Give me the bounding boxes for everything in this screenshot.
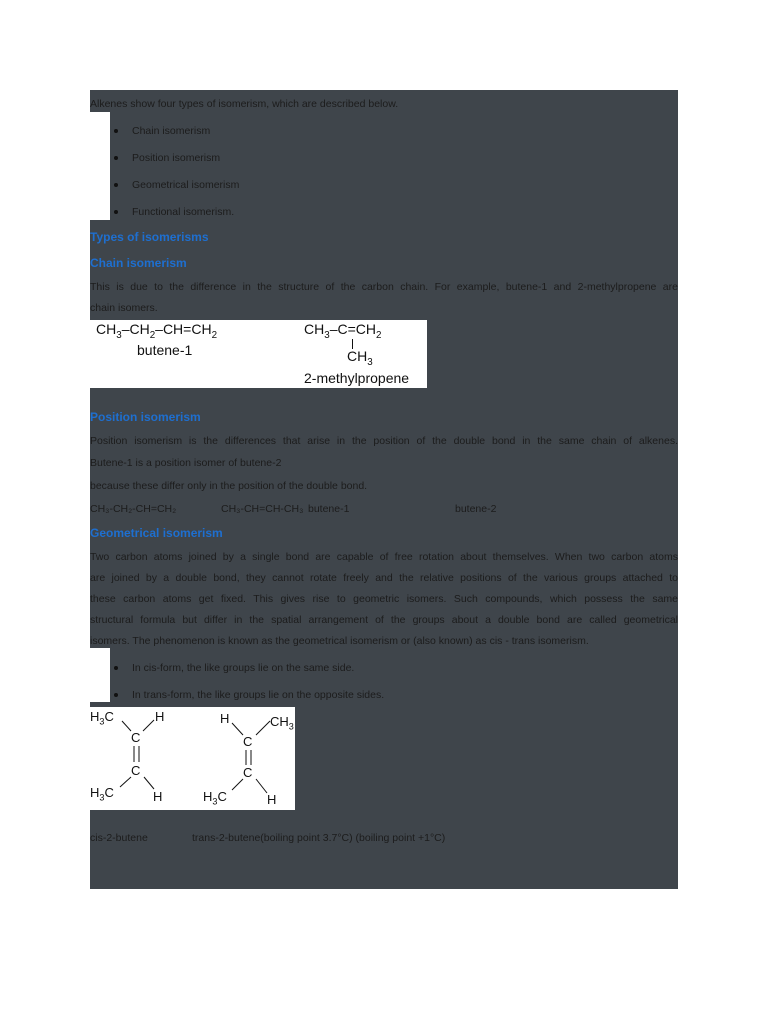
geometrical-paragraph-line: these carbon atoms get fixed. This gives rise to geometric isomers. Such compounds, which possess the same xyxy=(90,593,678,605)
heading-types: Types of isomerisms xyxy=(90,230,209,244)
butene-1-label: butene-1 xyxy=(137,342,193,358)
methylpropene-formula: $CH_3-C=CH_2$ xyxy=(304,321,382,341)
list-item: Chain isomerism xyxy=(132,125,211,137)
heading-position: Position isomerism xyxy=(90,410,201,424)
trans-label: trans-2-butene(boiling point 3.7°C) (boiling point +1°C) xyxy=(192,832,446,844)
trans-bottom-right: H xyxy=(267,792,277,807)
geometrical-paragraph-line: Two carbon atoms joined by a single bond are capable of free rotation about themselves. When two carbon atoms xyxy=(90,551,678,563)
list-item: In trans-form, the like groups lie on the opposite sides. xyxy=(132,689,385,701)
butene-1-name: butene-1 xyxy=(308,503,350,515)
geometrical-paragraph-line: are joined by a double bond, they cannot rotate freely and the relative positions of the various groups attached to xyxy=(90,572,678,584)
position-paragraph-line: Butene-1 is a position isomer of butene-2 xyxy=(90,457,282,469)
methylpropene-label: 2-methylpropene xyxy=(304,370,410,386)
cis-top-left: $H_3C$ xyxy=(90,709,114,727)
butene-2-condensed: CH₃-CH=CH-CH₃ xyxy=(221,503,304,515)
list-item: In cis-form, the like groups lie on the same side. xyxy=(132,662,355,674)
geometrical-paragraph-line: isomers. The phenomenon is known as the geometrical isomerism or (also known) as cis - trans isomerism. xyxy=(90,635,589,647)
list-bullet xyxy=(114,129,118,133)
trans-top-left: H xyxy=(220,711,230,726)
cis-label: cis-2-butene xyxy=(90,832,148,844)
trans-top-right: $CH_3$ xyxy=(270,714,294,732)
list-bullet xyxy=(114,693,118,697)
butene-2-name: butene-2 xyxy=(455,503,497,515)
cis-carbon-bottom: C xyxy=(131,763,141,778)
butene-1-condensed: CH₃-CH₂-CH=CH₂ xyxy=(90,503,177,515)
bond-lines xyxy=(90,707,295,810)
cis-trans-figure xyxy=(90,707,295,810)
methyl-branch: $CH_3$ xyxy=(347,348,373,368)
chain-isomers-figure xyxy=(90,320,427,388)
trans-carbon-top: C xyxy=(243,734,253,749)
cis-carbon-top: C xyxy=(131,730,141,745)
heading-geometrical: Geometrical isomerism xyxy=(90,526,223,540)
cis-bottom-left: $H_3C$ xyxy=(90,785,114,803)
trans-bottom-left: $H_3C$ xyxy=(203,789,227,807)
heading-chain: Chain isomerism xyxy=(90,256,187,270)
trans-carbon-bottom: C xyxy=(243,765,253,780)
list-item: Position isomerism xyxy=(132,152,221,164)
geometrical-paragraph-line: structural formula but differ in the spatial arrangement of the groups about a double bond are called geometrical xyxy=(90,614,678,626)
list-item: Functional isomerism. xyxy=(132,206,235,218)
position-paragraph-line: because these differ only in the position of the double bond. xyxy=(90,480,368,492)
chain-paragraph-line: chain isomers. xyxy=(90,302,158,314)
list-bullet xyxy=(114,210,118,214)
butene-1-formula: $CH_3-CH_2-CH=CH_2$ xyxy=(96,321,218,341)
list-margin xyxy=(90,648,110,702)
list-bullet xyxy=(114,183,118,187)
list-margin xyxy=(90,112,110,220)
cis-bottom-right: H xyxy=(153,789,163,804)
list-item: Geometrical isomerism xyxy=(132,179,240,191)
position-paragraph-line: Position isomerism is the differences that arise in the position of the double bond in the same chain of alkenes. xyxy=(90,435,678,447)
chain-paragraph-line: This is due to the difference in the structure of the carbon chain. For example, butene-1 and 2-methylpropene are xyxy=(90,281,678,293)
document-page xyxy=(90,90,678,889)
list-bullet xyxy=(114,666,118,670)
intro-text: Alkenes show four types of isomerism, which are described below. xyxy=(90,98,399,110)
list-bullet xyxy=(114,156,118,160)
cis-top-right: H xyxy=(155,709,165,724)
